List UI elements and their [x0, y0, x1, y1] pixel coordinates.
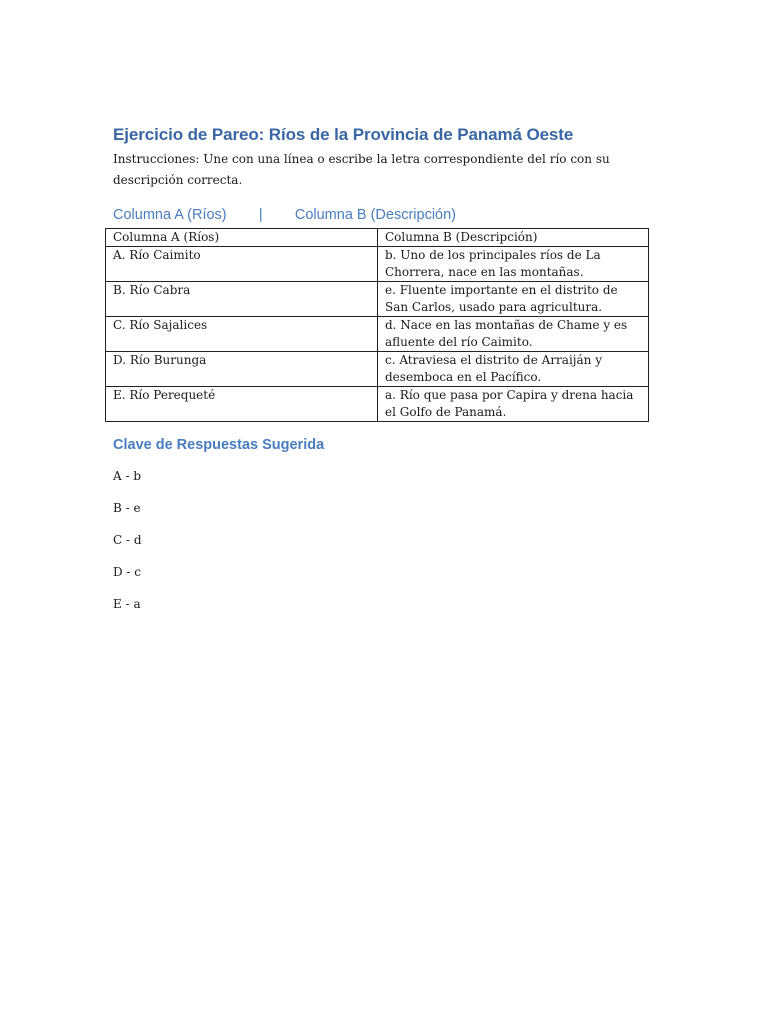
- river-cell: A. Río Caimito: [106, 247, 378, 282]
- description-cell: a. Río que pasa por Capira y drena hacia el Golfo de Panamá.: [378, 387, 649, 422]
- river-cell: D. Río Burunga: [106, 352, 378, 387]
- answer-item: C - d: [113, 533, 142, 548]
- table-row: [106, 352, 649, 387]
- table-row: [106, 247, 649, 282]
- table-row: [106, 282, 649, 317]
- answer-item: B - e: [113, 501, 141, 516]
- description-cell: b. Uno de los principales ríos de La Chorrera, nace en las montañas.: [378, 247, 649, 282]
- matching-table: [105, 228, 649, 422]
- description-cell: e. Fluente importante en el distrito de San Carlos, usado para agricultura.: [378, 282, 649, 317]
- river-cell: C. Río Sajalices: [106, 317, 378, 352]
- table-row: [106, 387, 649, 422]
- page-title: Ejercicio de Pareo: Ríos de la Provincia de Panamá Oeste: [113, 125, 574, 144]
- description-cell: d. Nace en las montañas de Chame y es afluente del río Caimito.: [378, 317, 649, 352]
- table-header-row: [106, 229, 649, 247]
- columns-heading: Columna A (Ríos) | Columna B (Descripción): [113, 207, 457, 223]
- river-cell: E. Río Perequeté: [106, 387, 378, 422]
- description-cell: c. Atraviesa el distrito de Arraiján y desemboca en el Pacífico.: [378, 352, 649, 387]
- answer-key-heading: Clave de Respuestas Sugerida: [113, 437, 325, 453]
- header-cell-column-a: Columna A (Ríos): [106, 229, 378, 247]
- instructions-text: Instrucciones: Une con una línea o escribe la letra correspondiente del río con su descripción correcta.: [113, 152, 610, 187]
- document-page: [113, 124, 649, 623]
- answer-item: E - a: [113, 597, 141, 612]
- answer-item: A - b: [113, 469, 142, 484]
- answer-item: D - c: [113, 565, 142, 580]
- header-cell-column-b: Columna B (Descripción): [378, 229, 649, 247]
- table-row: [106, 317, 649, 352]
- river-cell: B. Río Cabra: [106, 282, 378, 317]
